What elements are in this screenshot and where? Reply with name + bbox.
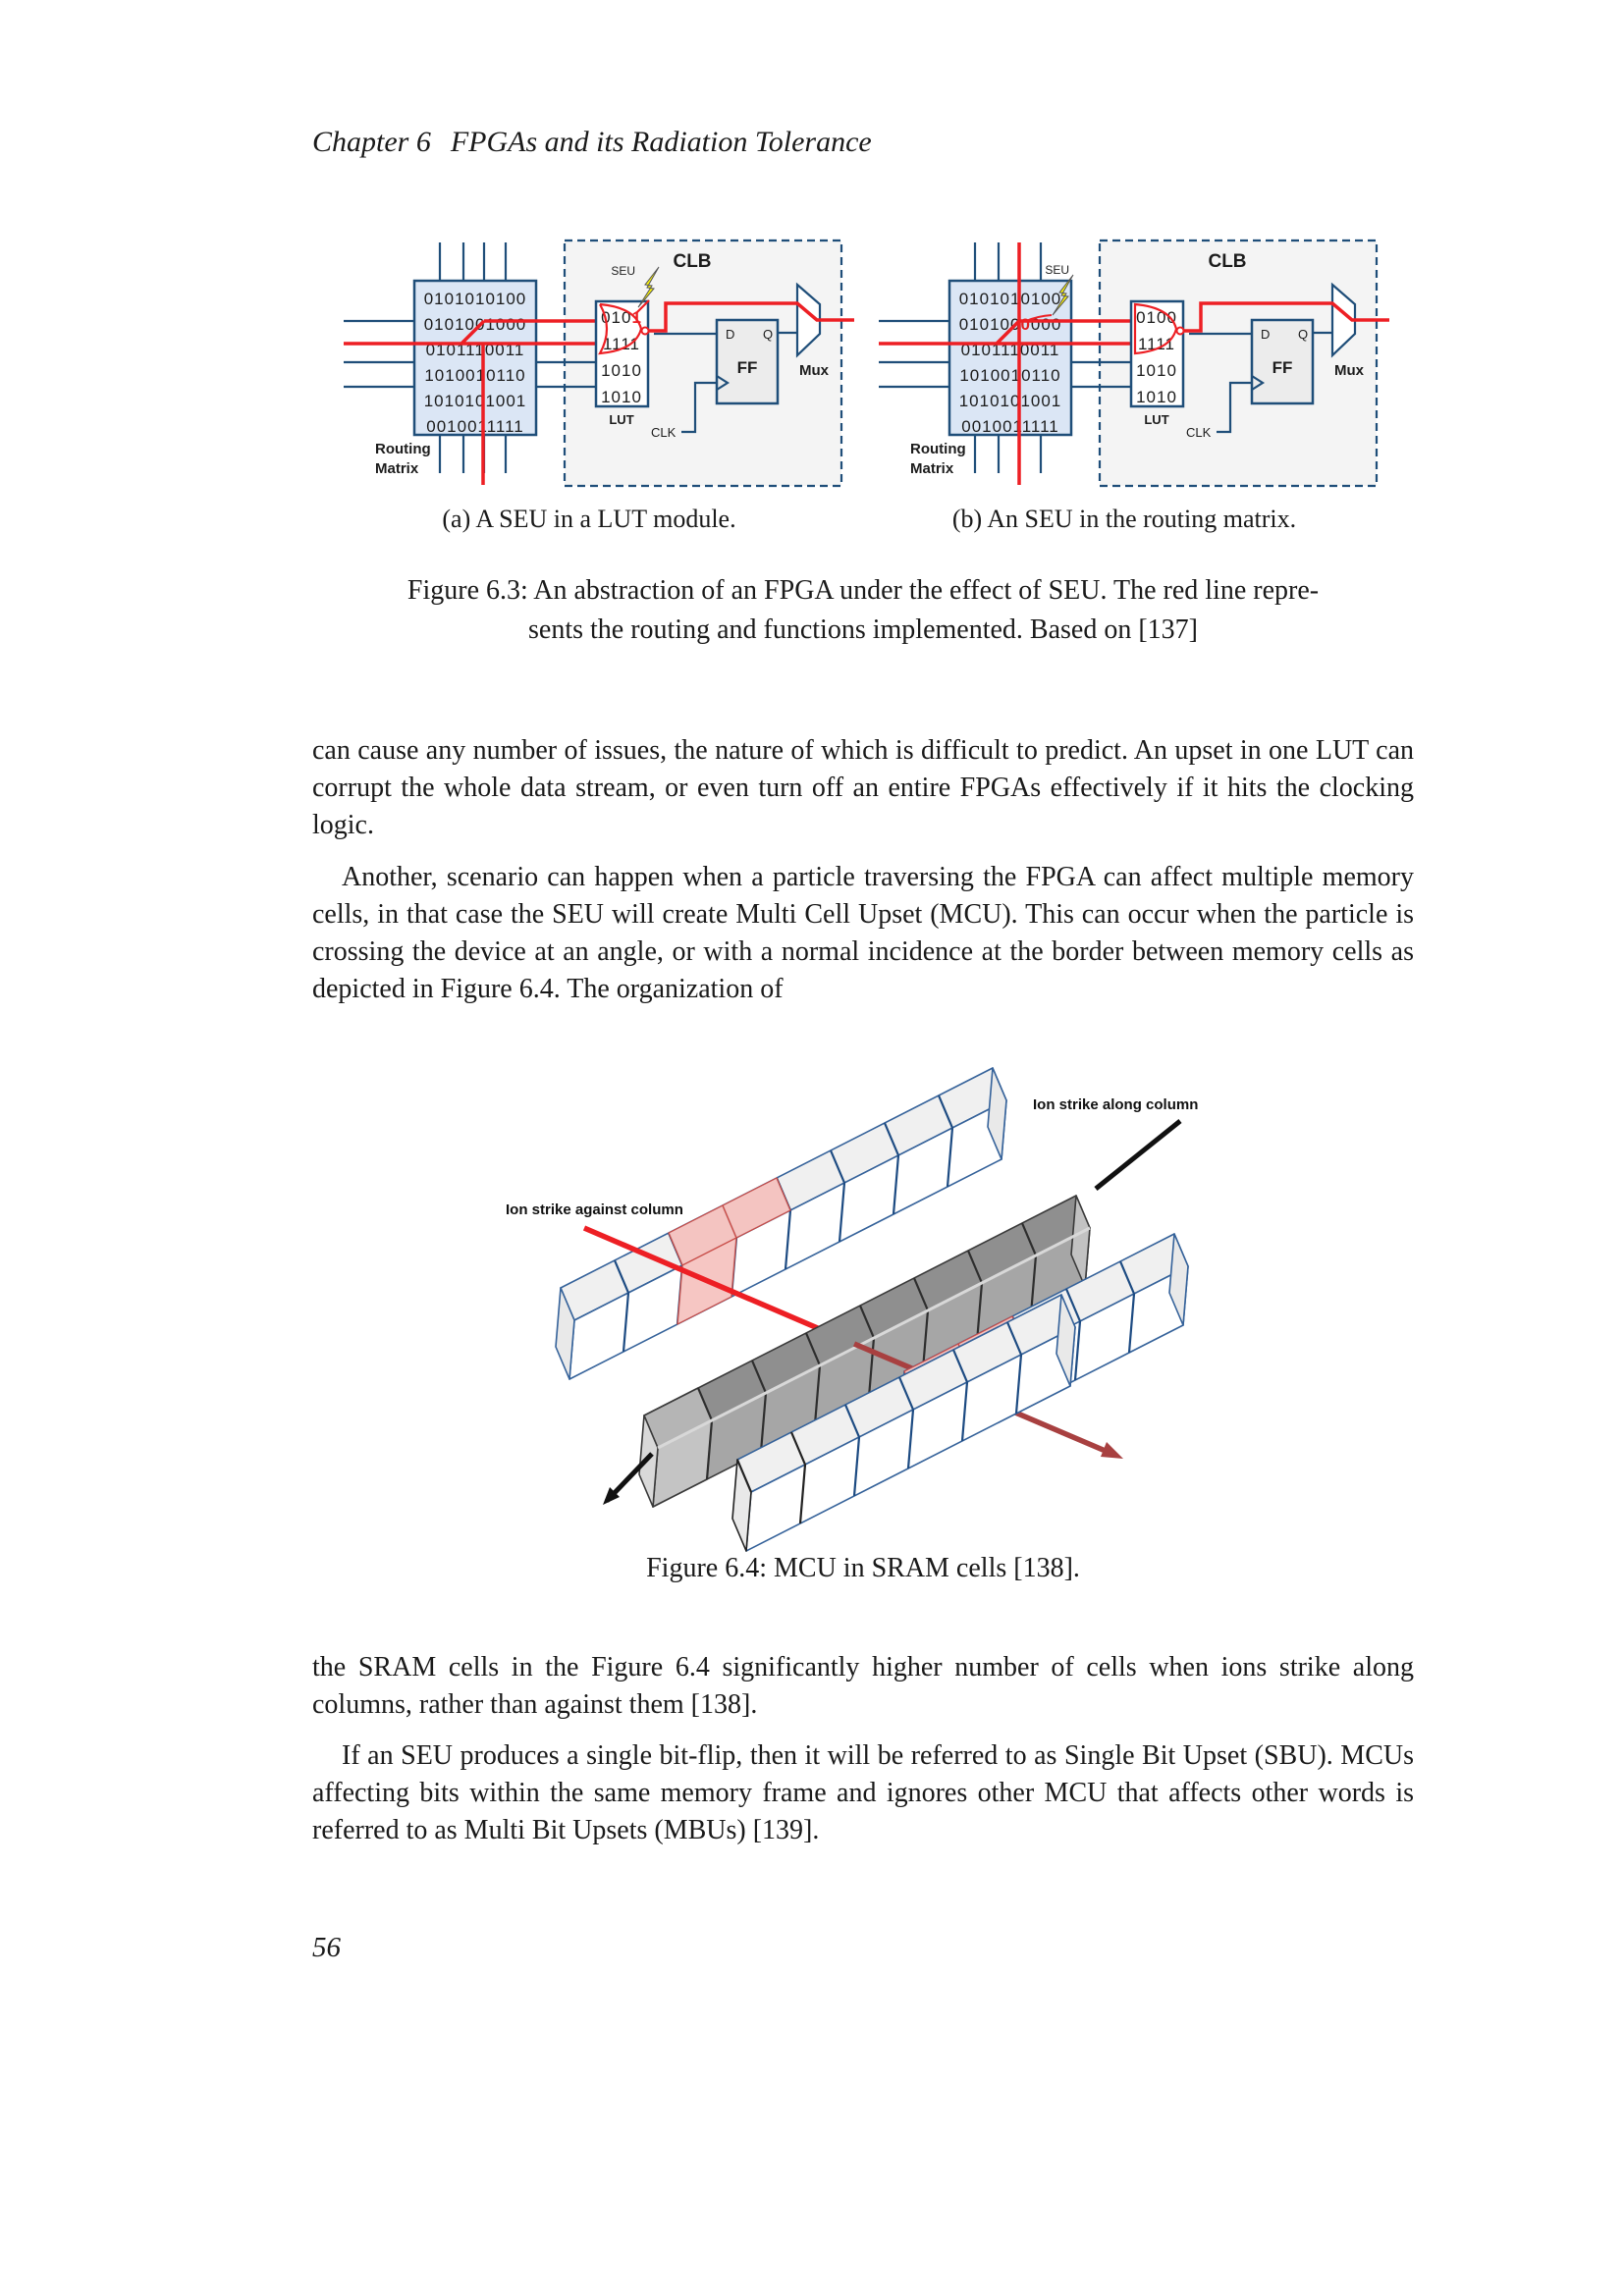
- matrix-row: 0101001000: [423, 315, 527, 334]
- gate-output-bubble: [642, 328, 649, 335]
- ff-label: FF: [1272, 358, 1293, 377]
- label-ion-strike-against: Ion strike against column: [506, 1201, 683, 1218]
- matrix-row: 1010010110: [424, 366, 526, 385]
- mux-label: Mux: [799, 362, 829, 379]
- routing-matrix-label: Routing Matrix: [910, 441, 966, 477]
- matrix-row: 0010011111: [426, 417, 524, 436]
- matrix-row: 0010011111: [961, 417, 1059, 436]
- routing-matrix-label: Routing Matrix: [375, 441, 431, 477]
- figure-6-3-caption: Figure 6.3: An abstraction of an FPGA under the effect of SEU. The red line repre- sents the routing and functions implemented. Based on [137]: [406, 575, 1320, 645]
- body-paragraph: the SRAM cells in the Figure 6.4 significantly higher number of cells when ions strike along columns, rather than against them [138].: [312, 1652, 1414, 1720]
- gate-output-bubble: [1177, 328, 1184, 335]
- lut-row-corrupted: 0101: [601, 308, 642, 327]
- lut-row: 1111: [1137, 335, 1176, 353]
- body-paragraph: Another, scenario can happen when a particle traversing the FPGA can affect multiple memory cells, in that case the SEU will create Multi Cell Upset (MCU). This can occur when the particle is crossing the device at an angle, or with a normal incidence at the border between memory cells as depicted in Figure 6.4. The organization of: [312, 862, 1414, 1004]
- ion-strike-along-arrow: [1096, 1121, 1180, 1189]
- chapter-number: Chapter 6: [312, 126, 431, 158]
- figure-6-3b-seu-in-routing: [859, 218, 1389, 493]
- lut-row: 1010: [601, 361, 642, 380]
- ff-q-label: Q: [763, 327, 774, 342]
- seu-label: SEU: [1045, 263, 1069, 277]
- lut-row: 1010: [1136, 388, 1177, 406]
- figure-6-4-caption: Figure 6.4: MCU in SRAM cells [138].: [646, 1553, 1080, 1583]
- clb-label: CLB: [1208, 251, 1247, 272]
- ff-label: FF: [736, 358, 758, 377]
- matrix-row: 0101010100: [423, 290, 527, 308]
- matrix-row: 1010101001: [958, 392, 1062, 410]
- matrix-row: 1010101001: [423, 392, 527, 410]
- ff-d-label: D: [726, 327, 735, 342]
- lut-label: LUT: [1144, 412, 1169, 427]
- seu-label: SEU: [611, 264, 635, 278]
- lut-row: 1010: [601, 388, 642, 406]
- lut-row: 1111: [602, 335, 641, 353]
- ff-q-label: Q: [1298, 327, 1309, 342]
- body-paragraph: can cause any number of issues, the nature of which is difficult to predict. An upset in one LUT can corrupt the whole data stream, or even turn off an entire FPGAs effectively if it hits the clocking logic.: [312, 735, 1414, 840]
- lut-row: 0100: [1136, 308, 1177, 327]
- subfigure-a-caption: (a) A SEU in a LUT module.: [442, 505, 736, 533]
- subfigure-b-caption: (b) An SEU in the routing matrix.: [951, 505, 1297, 533]
- matrix-row-flipped-bit: 0101000000: [958, 315, 1062, 334]
- ff-d-label: D: [1261, 327, 1271, 342]
- chapter-title: FPGAs and its Radiation Tolerance: [450, 126, 872, 158]
- matrix-row: 0101110011: [960, 341, 1060, 359]
- clk-label: CLK: [1186, 425, 1212, 440]
- matrix-row: 0101110011: [425, 341, 525, 359]
- lut-row: 1010: [1136, 361, 1177, 380]
- label-ion-strike-along: Ion strike along column: [1033, 1096, 1199, 1113]
- red-arrowhead: [1101, 1442, 1123, 1459]
- matrix-row: 0101010100: [958, 290, 1062, 308]
- chapter-header: [312, 126, 872, 159]
- lut-label: LUT: [609, 412, 634, 427]
- mux-label: Mux: [1334, 362, 1364, 379]
- page-number: 56: [312, 1932, 341, 1963]
- body-paragraph: If an SEU produces a single bit-flip, then it will be referred to as Single Bit Upset (SBU). MCUs affecting bits within the same memory frame and ignores other MCU that affects other words is referred to as Multi Bit Upsets (MBUs) [139].: [312, 1740, 1414, 1845]
- clk-label: CLK: [651, 425, 677, 440]
- figure-6-4-mcu-sram: [432, 1065, 1257, 1556]
- figure-6-3a-seu-in-lut: [324, 218, 854, 493]
- matrix-row: 1010010110: [959, 366, 1061, 385]
- clb-label: CLB: [673, 251, 712, 272]
